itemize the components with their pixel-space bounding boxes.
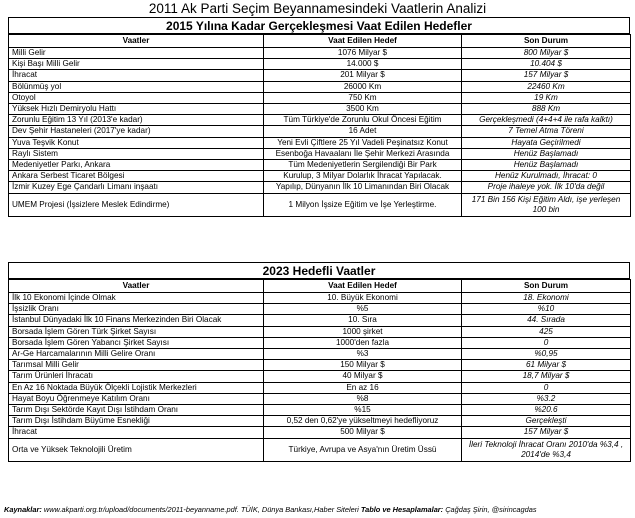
status-cell: 18,7 Milyar $ — [462, 371, 631, 382]
promise-cell: Yüksek Hızlı Demiryolu Hattı — [9, 104, 264, 115]
target-cell: Esenboğa Havaalanı İle Şehir Merkezi Arasında — [264, 148, 462, 159]
target-cell: 1000 şirket — [264, 326, 462, 337]
target-cell: 500 Milyar $ — [264, 427, 462, 438]
promise-cell: Zorunlu Eğitim 13 Yıl (2013'e kadar) — [9, 115, 264, 126]
target-cell: 750 Km — [264, 92, 462, 103]
table-row — [9, 393, 631, 404]
status-cell: 0 — [462, 337, 631, 348]
target-cell: Yeni Evli Çiftlere 25 Yıl Vadeli Peşinatsız Konut — [264, 137, 462, 148]
page-title: 2011 Ak Parti Seçim Beyannamesindeki Vaatlerin Analizi — [148, 1, 487, 16]
target-cell: Tüm Türkiye'de Zorunlu Okul Öncesi Eğitim — [264, 115, 462, 126]
table-row — [9, 171, 631, 182]
target-cell: Tüm Medeniyetlerin Sergilendiği Bir Park — [264, 160, 462, 171]
status-cell: 19 Km — [462, 92, 631, 103]
table-row — [9, 315, 631, 326]
sources-label: Kaynaklar: — [4, 505, 42, 514]
table-row — [9, 405, 631, 416]
promise-cell: Ankara Serbest Ticaret Bölgesi — [9, 171, 264, 182]
table-row — [9, 326, 631, 337]
target-cell: 14.000 $ — [264, 59, 462, 70]
target-cell: Türkiye, Avrupa ve Asya'nın Üretim Üssü — [264, 438, 462, 461]
promise-cell: Medeniyetler Parkı, Ankara — [9, 160, 264, 171]
table-row — [9, 371, 631, 382]
target-cell: 10. Büyük Ekonomi — [264, 293, 462, 304]
status-cell: 800 Milyar $ — [462, 48, 631, 59]
section-title-2023: 2023 Hedefli Vaatler — [8, 262, 630, 279]
status-cell: Henüz Kurulmadı, İhracat: 0 — [462, 171, 631, 182]
table-2023-targets — [8, 279, 631, 462]
target-cell: 201 Milyar $ — [264, 70, 462, 81]
column-header-hedef: Vaat Edilen Hedef — [264, 35, 462, 48]
status-cell: 22460 Km — [462, 81, 631, 92]
promise-cell: Borsada İşlem Gören Türk Şirket Sayısı — [9, 326, 264, 337]
status-cell: 425 — [462, 326, 631, 337]
promise-cell: Tarım Dışı İstihdam Büyüme Esnekliği — [9, 416, 264, 427]
promise-cell: Tarım Ürünleri İhracatı — [9, 371, 264, 382]
table-row — [9, 182, 631, 193]
table-row — [9, 148, 631, 159]
table-row — [9, 337, 631, 348]
section-title-2015: 2015 Yılına Kadar Gerçekleşmesi Vaat Edilen Hedefler — [8, 17, 630, 34]
table-row — [9, 104, 631, 115]
status-cell: 171 Bin 156 Kişi Eğitim Aldı, işe yerleşen 100 bin — [462, 193, 631, 216]
column-header-vaatler: Vaatler — [9, 35, 264, 48]
table-row — [9, 416, 631, 427]
status-cell: %20.6 — [462, 405, 631, 416]
promise-cell: Kişi Başı Milli Gelir — [9, 59, 264, 70]
promise-cell: Tarımsal Milli Gelir — [9, 360, 264, 371]
target-cell: 1000'den fazla — [264, 337, 462, 348]
promise-cell: İhracat — [9, 427, 264, 438]
prepared-by-label: Tablo ve Hesaplamalar: — [360, 505, 444, 514]
status-cell: Hayata Geçirilmedi — [462, 137, 631, 148]
table-row — [9, 382, 631, 393]
column-header-hedef: Vaat Edilen Hedef — [264, 280, 462, 293]
table-row — [9, 349, 631, 360]
status-cell: Henüz Başlamadı — [462, 148, 631, 159]
table-row — [9, 427, 631, 438]
promise-cell: Bölünmüş yol — [9, 81, 264, 92]
column-header-vaatler: Vaatler — [9, 280, 264, 293]
status-cell: Proje ihaleye yok. İlk 10'da değil — [462, 182, 631, 193]
target-cell: 1076 Milyar $ — [264, 48, 462, 59]
table-row — [9, 70, 631, 81]
status-cell: 157 Milyar $ — [462, 427, 631, 438]
status-cell: 44. Sırada — [462, 315, 631, 326]
target-cell: Yapılıp, Dünyanın İlk 10 Limanından Biri Olacak — [264, 182, 462, 193]
target-cell: %8 — [264, 393, 462, 404]
status-cell: %3.2 — [462, 393, 631, 404]
promise-cell: İhracat — [9, 70, 264, 81]
status-cell: %10 — [462, 304, 631, 315]
target-cell: Kurulup, 3 Milyar Dolarlık İhracat Yapılacak. — [264, 171, 462, 182]
target-cell: 26000 Km — [264, 81, 462, 92]
table-2015-targets — [8, 34, 631, 217]
table-row — [9, 137, 631, 148]
promise-cell: Yuva Teşvik Konut — [9, 137, 264, 148]
promise-cell: İşsizlik Oranı — [9, 304, 264, 315]
promise-cell: Tarım Dışı Sektörde Kayıt Dışı İstihdam Oranı — [9, 405, 264, 416]
promise-cell: En Az 16 Noktada Büyük Ölçekli Lojistik Merkezleri — [9, 382, 264, 393]
target-cell: 1 Milyon İşsize Eğitim ve İşe Yerleştirme. — [264, 193, 462, 216]
target-cell: 40 Milyar $ — [264, 371, 462, 382]
table-row — [9, 160, 631, 171]
status-cell: 0 — [462, 382, 631, 393]
target-cell: %15 — [264, 405, 462, 416]
target-cell: 0,52 den 0,62'ye yükseltmeyi hedefliyoruz — [264, 416, 462, 427]
status-cell: 157 Milyar $ — [462, 70, 631, 81]
table-row — [9, 81, 631, 92]
status-cell: 888 Km — [462, 104, 631, 115]
promise-cell: Milli Gelir — [9, 48, 264, 59]
status-cell: Henüz Başlamadı — [462, 160, 631, 171]
target-cell: %5 — [264, 304, 462, 315]
target-cell: 150 Milyar $ — [264, 360, 462, 371]
promise-cell: Raylı Sistem — [9, 148, 264, 159]
table-row — [9, 304, 631, 315]
table-row — [9, 193, 631, 216]
table-row — [9, 59, 631, 70]
promise-cell: İlk 10 Ekonomi İçinde Olmak — [9, 293, 264, 304]
status-cell: 7 Temel Atma Töreni — [462, 126, 631, 137]
status-cell: İleri Teknoloji İhracat Oranı 2010'da %3,4 , 2014'de %3,4 — [462, 438, 631, 461]
target-cell: 3500 Km — [264, 104, 462, 115]
table-row — [9, 360, 631, 371]
table-row — [9, 48, 631, 59]
promise-cell: İstanbul Dünyadaki İlk 10 Finans Merkezinden Biri Olacak — [9, 315, 264, 326]
table-row — [9, 115, 631, 126]
column-header-son-durum: Son Durum — [462, 35, 631, 48]
status-cell: 61 Milyar $ — [462, 360, 631, 371]
status-cell: 18. Ekonomi — [462, 293, 631, 304]
promise-cell: Dev Şehir Hastaneleri (2017'ye kadar) — [9, 126, 264, 137]
target-cell: %3 — [264, 349, 462, 360]
promise-cell: İzmir Kuzey Ege Çandarlı Limanı inşaatı — [9, 182, 264, 193]
footer-sources — [4, 505, 632, 515]
status-cell: Gerçekleşti — [462, 416, 631, 427]
promise-cell: Hayat Boyu Öğrenmeye Katılım Oranı — [9, 393, 264, 404]
promise-cell: Borsada İşlem Gören Yabancı Şirket Sayısı — [9, 337, 264, 348]
table-row — [9, 92, 631, 103]
prepared-by-text: Çağdaş Şirin, @sirincagdas — [443, 505, 537, 514]
target-cell: 10. Sıra — [264, 315, 462, 326]
promise-cell: Ar-Ge Harcamalarının Milli Gelire Oranı — [9, 349, 264, 360]
target-cell: 16 Adet — [264, 126, 462, 137]
status-cell: Gerçekleşmedi (4+4+4 ile rafa kalktı) — [462, 115, 631, 126]
promise-cell: UMEM Projesi (İşsizlere Meslek Edindirme) — [9, 193, 264, 216]
table-row — [9, 438, 631, 461]
promise-cell: Orta ve Yüksek Teknolojili Üretim — [9, 438, 264, 461]
promise-cell: Otoyol — [9, 92, 264, 103]
column-header-son-durum: Son Durum — [462, 280, 631, 293]
sources-text: www.akparti.org.tr/upload/documents/2011-beyanname.pdf. TÜİK, Dünya Bankası,Haber Siteleri — [41, 505, 361, 514]
table-row — [9, 293, 631, 304]
target-cell: En az 16 — [264, 382, 462, 393]
table-row — [9, 126, 631, 137]
status-cell: 10.404 $ — [462, 59, 631, 70]
status-cell: %0,95 — [462, 349, 631, 360]
